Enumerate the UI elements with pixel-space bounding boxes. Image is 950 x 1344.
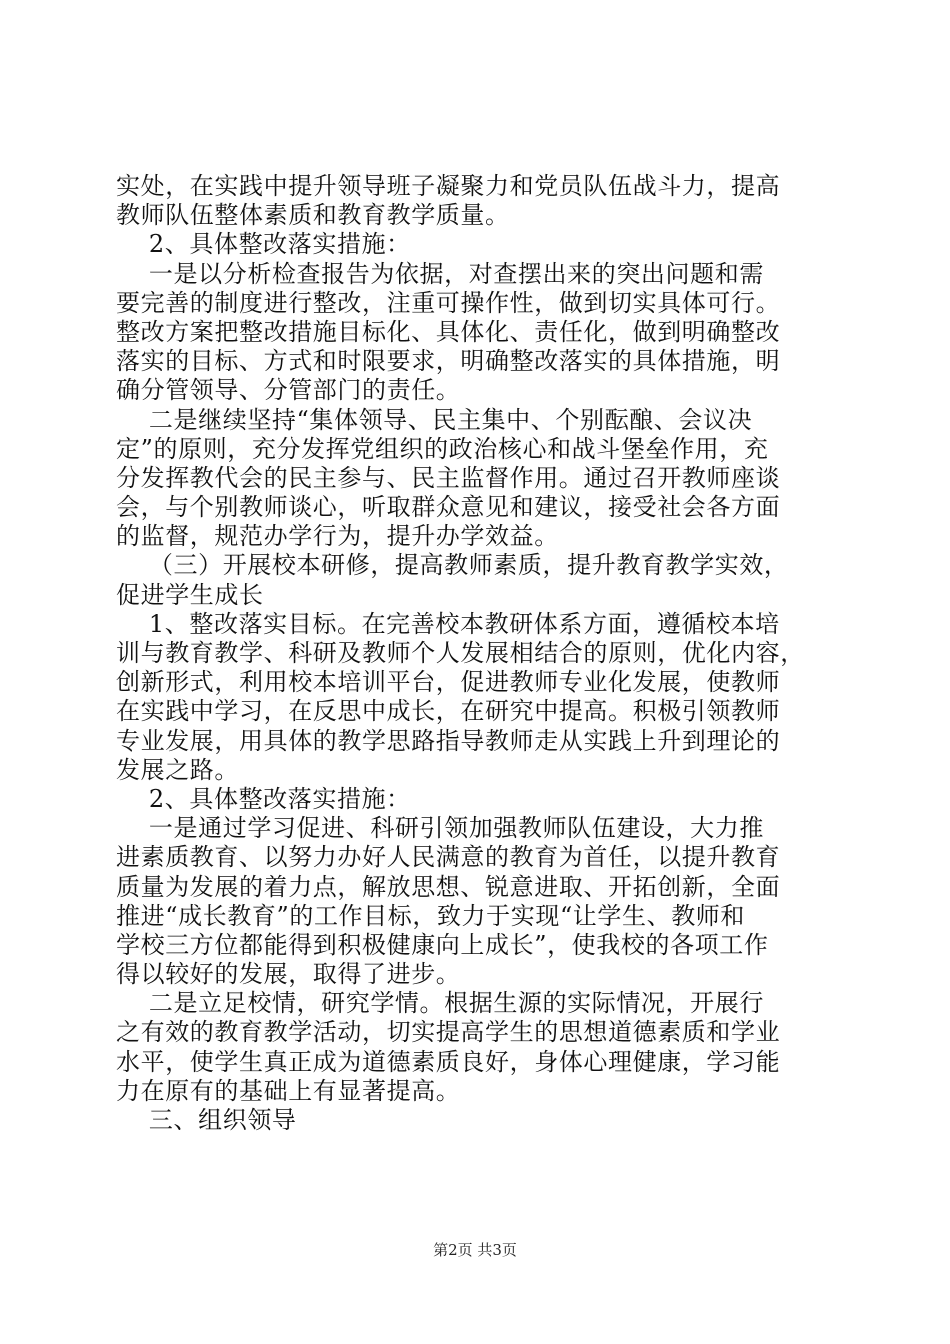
text-line: 之有效的教育教学活动，切实提高学生的思想道德素质和学业 [116,1018,781,1047]
text-line: 质量为发展的着力点，解放思想、锐意进取、开拓创新，全面 [116,872,781,901]
text-line: 二是立足校情，研究学情。根据生源的实际情况，开展行 [116,989,764,1018]
text-line: 2、具体整改落实措施： [116,784,411,813]
text-line: 一是以分析检查报告为依据，对查摆出来的突出问题和需 [116,259,764,288]
text-line: 在实践中学习，在反思中成长，在研究中提高。积极引领教师 [116,697,781,726]
text-line: 要完善的制度进行整改，注重可操作性，做到切实具体可行。 [116,288,781,317]
text-line: 发展之路。 [116,755,239,784]
text-line: 会，与个别教师谈心，听取群众意见和建议，接受社会各方面 [116,493,781,522]
text-line: 力在原有的基础上有显著提高。 [116,1076,461,1105]
text-line: 三、组织领导 [116,1106,297,1134]
text-line: 确分管领导、分管部门的责任。 [116,376,461,405]
text-line: 训与教育教学、科研及教师个人发展相结合的原则，优化内容， [116,639,805,667]
text-line: 进素质教育、以努力办好人民满意的教育为首任，以提升教育 [116,843,781,872]
text-line: 1、整改落实目标。在完善校本教研体系方面，遵循校本培 [116,609,780,638]
text-line: 二是继续坚持“集体领导、民主集中、个别酝酿、会议决 [116,405,753,434]
text-line: 推进“成长教育”的工作目标，致力于实现“让学生、教师和 [116,901,746,930]
text-line: 得以较好的发展，取得了进步。 [116,960,461,989]
text-line: 的监督，规范办学行为，提升办学效益。 [116,522,559,551]
text-line: 水平，使学生真正成为道德素质良好，身体心理健康，学习能 [116,1047,781,1076]
text-line: 学校三方位都能得到积极健康向上成长”，使我校的各项工作 [116,930,769,959]
document-body [116,172,834,1135]
text-line: 促进学生成长 [116,580,264,609]
text-line: 整改方案把整改措施目标化、具体化、责任化，做到明确整改 [116,317,781,346]
text-line: （三）开展校本研修，提高教师素质，提升教育教学实效， [116,551,789,580]
text-line: 创新形式，利用校本培训平台，促进教师专业化发展，使教师 [116,668,781,697]
text-line: 落实的目标、方式和时限要求，明确整改落实的具体措施，明 [116,347,781,376]
text-line: 实处，在实践中提升领导班子凝聚力和党员队伍战斗力，提高 [116,172,781,200]
page-number-footer: 第2页 共3页 [433,1241,517,1259]
text-line: 2、具体整改落实措施： [116,230,411,259]
text-line: 分发挥教代会的民主参与、民主监督作用。通过召开教师座谈 [116,463,781,492]
text-line: 专业发展，用具体的教学思路指导教师走从实践上升到理论的 [116,726,781,755]
text-line: 一是通过学习促进、科研引领加强教师队伍建设，大力推 [116,814,764,843]
text-line: 定”的原则，充分发挥党组织的政治核心和战斗堡垒作用，充 [116,434,769,463]
text-line: 教师队伍整体素质和教育教学质量。 [116,201,510,230]
